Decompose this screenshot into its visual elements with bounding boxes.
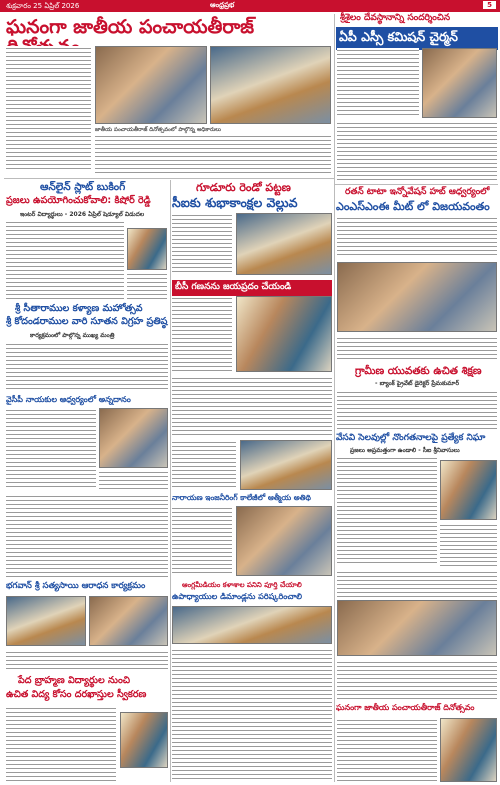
youth-sub: - బ్యాంక్ ప్రైవేట్ డైరెక్టర్ ప్రేమకుమార్ bbox=[375, 380, 460, 387]
gudur-photo bbox=[236, 213, 332, 275]
temple-headline-2: శ్రీ కోదండరాముల వారి సూతన విగ్రహ ప్రతిష్ఠ bbox=[6, 316, 168, 327]
right1-body bbox=[337, 48, 419, 118]
gudur-headline-2: సీఐకు శుభాకాంక్షల వెల్లువ bbox=[172, 195, 298, 210]
page-header bbox=[0, 0, 500, 12]
nation-body bbox=[172, 506, 232, 576]
college-body bbox=[172, 648, 332, 782]
tcs-body bbox=[337, 216, 497, 258]
students-body bbox=[6, 706, 116, 782]
temple-sub: కార్యక్రమంలో పాల్గొన్న ముఖ్య మంత్రి bbox=[30, 332, 115, 339]
youth-headline: గ్రామీణ యువతకు ఉచిత శిక్షణ bbox=[355, 365, 482, 377]
bc-body-2 bbox=[172, 376, 332, 436]
summer-headline: వేసవి సెలవుల్లో నొంగతనాలపై ప్రత్యేక నిఘా bbox=[336, 433, 486, 443]
center-body-3 bbox=[172, 440, 236, 490]
paper-name: ఆంధ్రప్రభ bbox=[210, 1, 235, 9]
lead-body bbox=[6, 46, 91, 171]
students-headline-2: ఉచిత విద్య కోసం దరఖాస్తుల స్వీకరణ bbox=[6, 689, 147, 700]
lead-photo-2 bbox=[210, 46, 331, 124]
summer-body bbox=[337, 456, 437, 566]
online-photo bbox=[127, 228, 167, 270]
gudur-body bbox=[172, 213, 232, 275]
panchayat2-photo bbox=[440, 718, 497, 782]
gudur-kicker: బీసీ గణనను జయప్రదం చేయండి bbox=[172, 280, 332, 296]
bc-body bbox=[172, 296, 232, 372]
panchayat2-body bbox=[337, 718, 437, 782]
students-headline: పేద బ్రాహ్మణ విద్యార్థుల నుంచి bbox=[18, 675, 131, 686]
panchayat2-headline: ఘనంగా జాతీయ పంచాయతీరాజ్ దినోత్సవం bbox=[336, 703, 475, 712]
temple-headline: శ్రీ సీతారాముల కళ్యాణ మహోత్సవ bbox=[15, 303, 143, 314]
right1-kicker: శ్రీశైలం దేవస్థానాన్ని సందర్శించిన bbox=[340, 13, 451, 23]
summer-photo bbox=[440, 460, 497, 520]
center-photo-2 bbox=[240, 440, 332, 490]
cbk-photo bbox=[99, 408, 168, 468]
online-note: ఇంటర్ విద్యార్థులు - 2026 ఏప్రిల్ షెడ్యూల్ విడుదల bbox=[20, 211, 145, 218]
youth-body bbox=[337, 390, 497, 430]
online-body-2 bbox=[127, 272, 167, 300]
lead-body-2 bbox=[95, 134, 331, 174]
online-sub: ప్రజలు ఉపయోగించుకోవాలి: కిషోర్ రెడ్డి bbox=[6, 195, 151, 206]
issue-date: శుక్రవారం 25 ఏప్రిల్ 2026 bbox=[6, 2, 80, 10]
bhagavan-body bbox=[6, 650, 168, 672]
tcs-headline-2: ఎంఎస్ఎంఈ మీట్ లో విజయవంతం bbox=[336, 200, 490, 213]
online-headline: ఆన్‌లైన్ స్లాట్ బుకింగ్ bbox=[40, 181, 126, 193]
summer-body-2 bbox=[440, 523, 497, 566]
college-kicker: ఆంగ్లమీడియం కళాశాల పనిని పూర్తి చేయాలి bbox=[182, 581, 302, 589]
right1-photo bbox=[422, 48, 497, 118]
college-photo bbox=[172, 606, 332, 644]
nation-photo bbox=[236, 506, 332, 576]
cbk-body bbox=[6, 408, 96, 490]
students-photo bbox=[120, 712, 168, 768]
nation-headline: నారాయణ ఇంజనీరింగ్ కాలేజీలో ఆత్మీయ అతిథి bbox=[172, 493, 311, 502]
summer-sub: ప్రజలు అప్రమత్తంగా ఉండాలి - సీఐ శ్రీనివాసులు bbox=[350, 447, 460, 454]
lead-caption: జాతీయ పంచాయతీరాజ్ దినోత్సవంలో పాల్గొన్న అధికారులు bbox=[95, 127, 221, 133]
temple-body bbox=[6, 342, 168, 392]
page-number: 5 bbox=[483, 1, 496, 9]
right-lower-photo bbox=[337, 600, 497, 656]
right1-headline: ఏపీ ఎస్సీ కమిషన్ చైర్మన్ bbox=[336, 27, 498, 50]
tcs-body-2 bbox=[337, 336, 497, 362]
right-lower-body-2 bbox=[337, 660, 497, 700]
right-lower-body bbox=[337, 570, 497, 598]
center-lower-left bbox=[6, 494, 168, 578]
college-headline: ఉపాధ్యాయుల డిమాండ్లను పరిష్కరించాలి bbox=[172, 592, 303, 601]
bhagavan-photo-1 bbox=[6, 596, 86, 646]
gudur-headline: గూడూరు రెండో పట్టణ bbox=[196, 181, 291, 194]
online-body bbox=[6, 220, 124, 300]
bc-photo bbox=[236, 296, 332, 372]
tcs-headline: రతన్ టాటా ఇన్నోవేషన్ హబ్ ఆధ్వర్యంలో bbox=[345, 187, 490, 197]
cbk-headline: వైసీపీ నాయకుల ఆధ్వర్యంలో అన్నదానం bbox=[6, 395, 131, 404]
bhagavan-photo-2 bbox=[89, 596, 168, 646]
cbk-body-2 bbox=[99, 470, 168, 490]
bhagavan-headline: భగవాన్ శ్రీ సత్యసాయి ఆరాధన కార్యక్రమం bbox=[6, 581, 146, 591]
lead-photo-1 bbox=[95, 46, 207, 124]
right1-body-2 bbox=[337, 121, 497, 181]
tcs-photo bbox=[337, 262, 497, 332]
lead-headline: ఘనంగా జాతీయ పంచాయతీరాజ్ bbox=[6, 16, 255, 38]
